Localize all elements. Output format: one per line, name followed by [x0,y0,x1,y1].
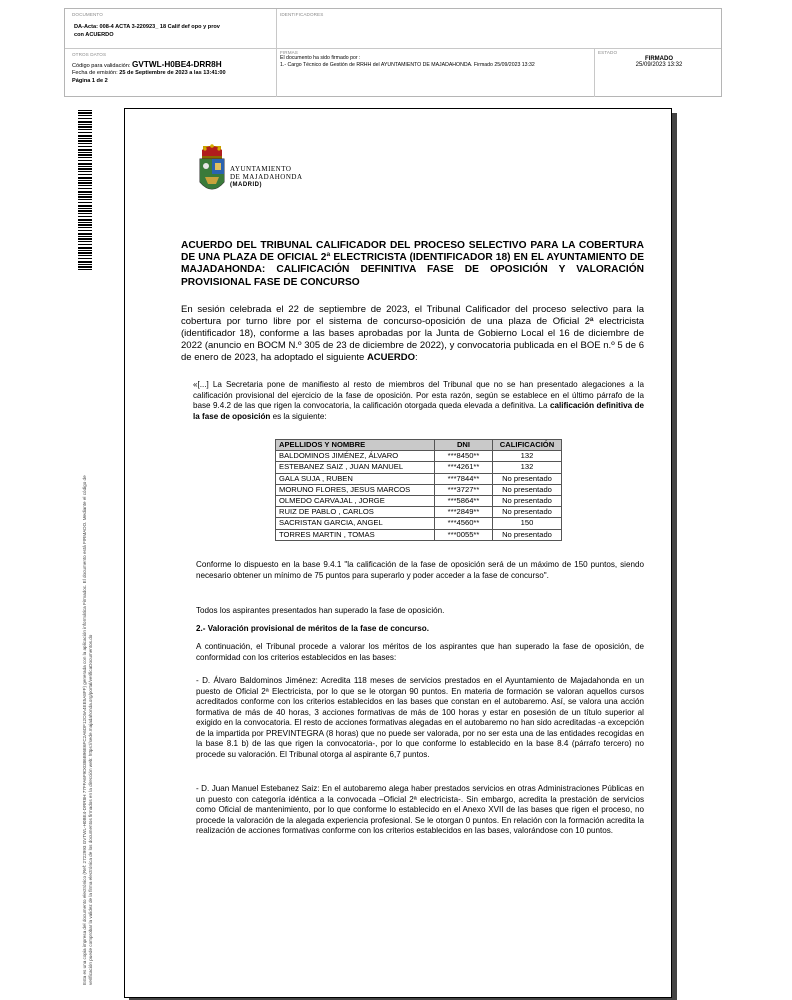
intro-end: : [414,352,418,363]
identificadores-cell [280,12,323,17]
cell-nombre: GALA SUJA , RUBEN [276,473,435,484]
codigo-validacion [72,61,272,70]
otros-datos-cell [72,52,272,85]
logo-text [230,165,303,189]
quote-bold: calificación definitiva de la fase de oposición [193,401,644,421]
intro-bold: ACUERDO [366,352,415,363]
estado-value: FIRMADO [645,56,673,62]
table-row [276,451,562,462]
table-row [276,529,562,540]
cell-dni: ***4560** [435,518,493,529]
firmas-intro: El documento ha sido firmado por : [280,55,361,61]
barcode [78,110,92,272]
cell-dni: ***0055** [435,529,493,540]
firma-1: 1.- Cargo Técnico de Gestión de RRHH del AYUNTAMIENTO DE MAJADAHONDA. Firmado 25/09/2023 13:32 [280,61,535,68]
table-header-row [276,440,562,451]
continuacion-paragraph: A continuación, el Tribunal procede a valorar los méritos de los aspirantes que han superado la fase de oposición, de conformidad con los criterios establecidos en las bases: [196,642,644,662]
fecha-label: Fecha de emisión: [72,70,118,77]
coat-of-arms-icon [196,144,228,204]
coat-of-arms-logo [196,144,228,209]
cell-dni: ***8450** [435,451,493,462]
documento-cell [72,12,272,39]
cell-calificacion: No presentado [493,473,562,484]
estado-date: 25/09/2023 13:32 [635,62,683,68]
documento-label: DOCUMENTO [72,12,103,17]
quote-text: «[...] La Secretaria pone de manifiesto al resto de miembros del Tribunal que no se han presentado alegaciones a la calificación provisional del ejercicio de la fase de oposición. Por esta razón, según se establece en el último párrafo de la base 9.4.2 de las que rigen la convocatoria, la calificación otorgada queda elevada a definitiva. La [193,380,644,411]
cell-nombre: ESTEBANEZ SAIZ , JUAN MANUEL [276,462,435,473]
cell-nombre: TORRES MARTIN , TOMAS [276,529,435,540]
table-row [276,507,562,518]
cell-dni: ***4261** [435,462,493,473]
cell-dni: ***5864** [435,495,493,506]
results-table [275,439,562,541]
estado-label: ESTADO [598,50,618,55]
table-row [276,518,562,529]
cell-nombre: SACRISTAN GARCIA, ANGEL [276,518,435,529]
quote-end: es la siguiente: [270,411,327,421]
section-2-title: 2.- Valoración provisional de méritos de la fase de concurso. [196,624,429,633]
cell-dni: ***7844** [435,473,493,484]
quote-paragraph [193,380,644,422]
table-row [276,462,562,473]
todos-paragraph: Todos los aspirantes presentados han superado la fase de oposición. [196,606,445,615]
cell-nombre: RUIZ DE PABLO , CARLOS [276,507,435,518]
intro-text: En sesión celebrada el 22 de septiembre de 2023, el Tribunal Calificador del proceso selectivo para la cobertura por turno libre por el sistema de concurso-oposición de una plaza de Oficial 2ª electricista (identificador 18), conforme a las bases aprobadas por la Junta de Gobierno Local el 16 de diciembre de 2022 (anuncio en BOCM N.º 305 de 23 de diciembre de 2022), y convocatoria publicada en el BOE n.º 5 de 6 de enero de 2023, ha adoptado el siguiente [181,304,644,363]
fecha-value: 25 de Septiembre de 2023 a las 13:41:00 [119,70,226,77]
codigo-label: Código para validación: [72,63,131,69]
side-text-line-2: verificación puede comprobar la validez de la firma electrónica de los documentos firmados en la dirección web: https://sede.majadahonda.org/portal/verificaDocumentos.do [88,634,93,985]
document-header [64,8,722,97]
otros-datos-label: OTROS DATOS [72,52,107,57]
logo-line-3: (MADRID) [230,182,262,188]
cell-nombre: OLMEDO CARVAJAL , JORGE [276,495,435,506]
cell-calificacion: 132 [493,462,562,473]
cell-calificacion: 132 [493,451,562,462]
cell-nombre: BALDOMINOS JIMÉNEZ, ÁLVARO [276,451,435,462]
cell-calificacion: No presentado [493,495,562,506]
intro-paragraph [181,304,644,364]
cell-calificacion: No presentado [493,484,562,495]
codigo-value: GVTWL-H0BE4-DRR8H [132,60,222,69]
table-row [276,484,562,495]
cell-calificacion: No presentado [493,507,562,518]
estado-cell [598,50,720,68]
pagina-indicator: Página 1 de 2 [72,77,108,84]
documento-value: DA-Acta: 008-4 ACTA 3-220923_ 18 Calif def opo y prov con ACUERDO [74,24,220,38]
cell-dni: ***2849** [435,507,493,518]
logo-line-1: AYUNTAMIENTO [230,165,292,173]
firmas-label: FIRMAS [280,50,298,55]
cell-calificacion: 150 [493,518,562,529]
table-row [276,473,562,484]
verification-side-text [82,285,94,985]
alvaro-paragraph: - D. Álvaro Baldominos Jiménez: Acredita 118 meses de servicios prestados en el Ayuntamiento de Majadahonda en un puesto de Oficial 2ª Electricista, por lo que se le otorgan 90 puntos. En materia de formación se valoran aquellos cursos acreditados conforme con los criterios establecidos en las bases que constan en el autobaremo. Así, se valora una acción formativa de más de 40 horas, 3 acciones formativas de más de 100 horas y estar en posesión de un título superior al exigido en la convocatoria. El resto de acciones formativas alegadas en el autobaremo no han sido acreditadas -a excepción de la impartida por PREVINTEGRA (8 horas) que no puede ser valorada, por no ser esta una de las entidades recogidas en la base 8.1 b) de las que rigen la convocatoria-, por lo que conforme lo establecido en la base 8.4 (párrafo tercero) no procede su valoración. El Tribunal otorga al aspirante 6,7 puntos. [196,676,644,759]
table-row [276,495,562,506]
juan-paragraph: - D. Juan Manuel Estebanez Saiz: En el autobaremo alega haber prestados servicios en otras Administraciones Públicas en un puesto con categoría idéntica a la convocada –Oficial 2ª electricista-. Sin embargo, acredita la prestación de servicios como Oficial de mantenimiento, por lo que conforme lo establecido en el Anexo XVII de las bases que rigen el proceso, no procede la valoración de la alegada experiencia profesional. Se le otorgan 0 puntos. En relación con la formación acredita la realización de acciones formativas conforme con los criterios establecidos en las bases, valorándose con 10 puntos. [196,784,644,835]
header-nombre: APELLIDOS Y NOMBRE [276,440,435,451]
conforme-paragraph: Conforme lo dispuesto en la base 9.4.1 "la calificación de la fase de oposición será de un máximo de 150 puntos, siendo necesario obtener un mínimo de 75 puntos para superarlo y poder acceder a la fase de concurso". [196,560,644,580]
side-text-line-1: Esta es una copia impresa del documento electrónico (Ref: 2722993 GVTWL-H0BE4-DRR8H 77FFA6F9D0386B96E6FC2A6DF12C6A4EE5A8FF) generada con la aplicación informática Firmadoc. El documento está FIRMADO. Mediante el código de [82,475,87,985]
identificadores-label: IDENTIFICADORES [280,12,324,17]
firmas-cell [280,50,590,68]
header-dni: DNI [435,440,493,451]
cell-nombre: MORUNO FLORES, JESUS MARCOS [276,484,435,495]
logo-line-2: DE MAJADAHONDA [230,173,303,181]
fecha-emision [72,70,272,77]
header-calificacion: CALIFICACIÓN [493,440,562,451]
cell-calificacion: No presentado [493,529,562,540]
cell-dni: ***3727** [435,484,493,495]
document-title: ACUERDO DEL TRIBUNAL CALIFICADOR DEL PROCESO SELECTIVO PARA LA COBERTURA DE UNA PLAZA DE OFICIAL 2ª ELECTRICISTA (IDENTIFICADOR 18) EN EL AYUNTAMIENTO DE MAJADAHONDA: CALIFICACIÓN DEFINITIVA FASE DE OPOSICIÓN Y VALORACIÓN PROVISIONAL FASE DE CONCURSO [181,240,644,288]
